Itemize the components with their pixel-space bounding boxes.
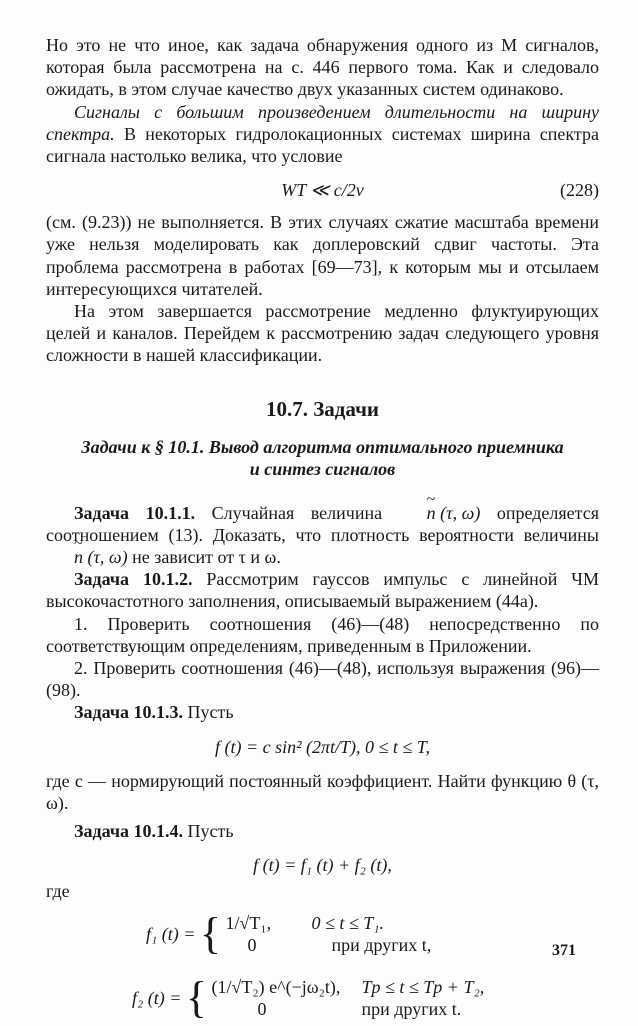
problem-10-1-1-text-c: не зависит от τ и ω. [127, 547, 281, 568]
problem-10-1-4-where: где [46, 881, 70, 902]
problem-10-1-4-label: Задача 10.1.4. [74, 821, 184, 842]
problem-10-1-1-text-a: Случайная величина [195, 502, 399, 523]
problem-10-1-4-equation: f (t) = f₁ (t) + f₂ (t), [253, 855, 392, 876]
problem-10-1-2-item-2: 2. Проверить соотношения (46)—(48), используя выражения (96)—(98). [46, 658, 599, 701]
f2-case-1-condition: Tp ≤ t ≤ Tp + T₂, [361, 977, 485, 998]
f2-lhs: f₂ (t) = [132, 988, 182, 1009]
problem-10-1-3-equation: f (t) = c sin² (2πt/T), 0 ≤ t ≤ T, [215, 736, 430, 757]
f1-case-1-value: 1/√T₁, [225, 913, 272, 934]
f2-cases [212, 976, 485, 1020]
paragraph-2-text: В некоторых гидролокационных системах ширина спектра сигнала настолько велика, что условие [46, 123, 599, 167]
f1-definition [146, 909, 599, 962]
equation-228-number: (228) [560, 180, 599, 201]
problem-10-1-1-label: Задача 10.1.1. [74, 502, 196, 523]
problem-10-1-3 [46, 701, 599, 723]
paragraph-1: Но это не что иное, как задача обнаружения одного из M сигналов, которая была рассмотрена на с. 446 первого тома. Как и следовало ожидать, в этом случае качество двух указанных систем одинаково. [46, 35, 599, 100]
problem-10-1-3-label: Задача 10.1.3. [74, 702, 184, 723]
subsection-title-line-2: и синтез сигналов [249, 458, 396, 479]
problem-10-1-1-text-b: определяется соотношением (13). Доказать, что плотность вероятности величины [46, 502, 600, 545]
f2-case-2-condition: при других t. [361, 999, 462, 1020]
f1-case-2-value: 0 [247, 935, 257, 956]
problem-10-1-1 [46, 502, 599, 569]
equation-228-body: WT ≪ c/2v [281, 180, 364, 201]
paragraph-3: (см. (9.23)) не выполняется. В этих случаях сжатие масштаба времени уже нельзя моделировать как доплеровский сдвиг частоты. Эта проблема рассмотрена в работах [69—73], к которым мы и отсылаем интересующихся читателей. [46, 212, 599, 299]
paragraph-2-italic-heading: Сигналы с большим произведением длительности на ширину спектра. [46, 101, 599, 144]
f1-brace: { [199, 909, 222, 959]
f1-case-2-condition: при других t, [331, 935, 432, 956]
problem-10-1-2-text: Рассмотрим гауссов импульс с линейной ЧМ высокочастотного заполнения, описываемый выражением (44а). [46, 569, 599, 612]
problem-10-1-1-n1: ~ n (τ, ω) [399, 502, 481, 524]
f1-lhs: f₁ (t) = [146, 924, 196, 945]
paragraph-2 [46, 101, 599, 168]
page-number: 371 [552, 942, 576, 959]
problem-10-1-2-label: Задача 10.1.2. [74, 569, 193, 590]
equation-228 [46, 179, 599, 201]
page-body [46, 34, 599, 1026]
f2-case-2-value: 0 [257, 999, 267, 1020]
f2-case-1-value: (1/√T₂) e^(−jω₂t), [211, 977, 341, 998]
f2-definition [132, 973, 599, 1026]
paragraph-4: На этом завершается рассмотрение медленно флуктуирующих целей и каналов. Перейдем к рассмотрению задач следующего уровня сложности в нашей классификации. [46, 301, 599, 366]
f1-case-1-condition: 0 ≤ t ≤ T₁. [311, 913, 385, 934]
f2-brace: { [185, 973, 208, 1023]
problem-10-1-4-text: Пусть [183, 821, 234, 842]
problem-10-1-3-after: где c — нормирующий постоянный коэффициент. Найти функцию θ (τ, ω). [46, 770, 599, 813]
subsection-title-line-1: Задачи к § 10.1. Вывод алгоритма оптимального приемника [81, 436, 564, 457]
problem-10-1-3-text: Пусть [183, 702, 234, 723]
problem-10-1-1-n2: ~ n (τ, ω) [46, 546, 128, 568]
problem-10-1-4 [46, 820, 599, 842]
problem-10-1-2-item-1: 1. Проверить соотношения (46)—(48) непосредственно по соответствующим определениям, приведенным в Приложении. [46, 613, 599, 656]
problem-10-1-2 [46, 568, 599, 612]
section-title: 10.7. Задачи [265, 396, 380, 421]
f1-cases [226, 912, 432, 956]
